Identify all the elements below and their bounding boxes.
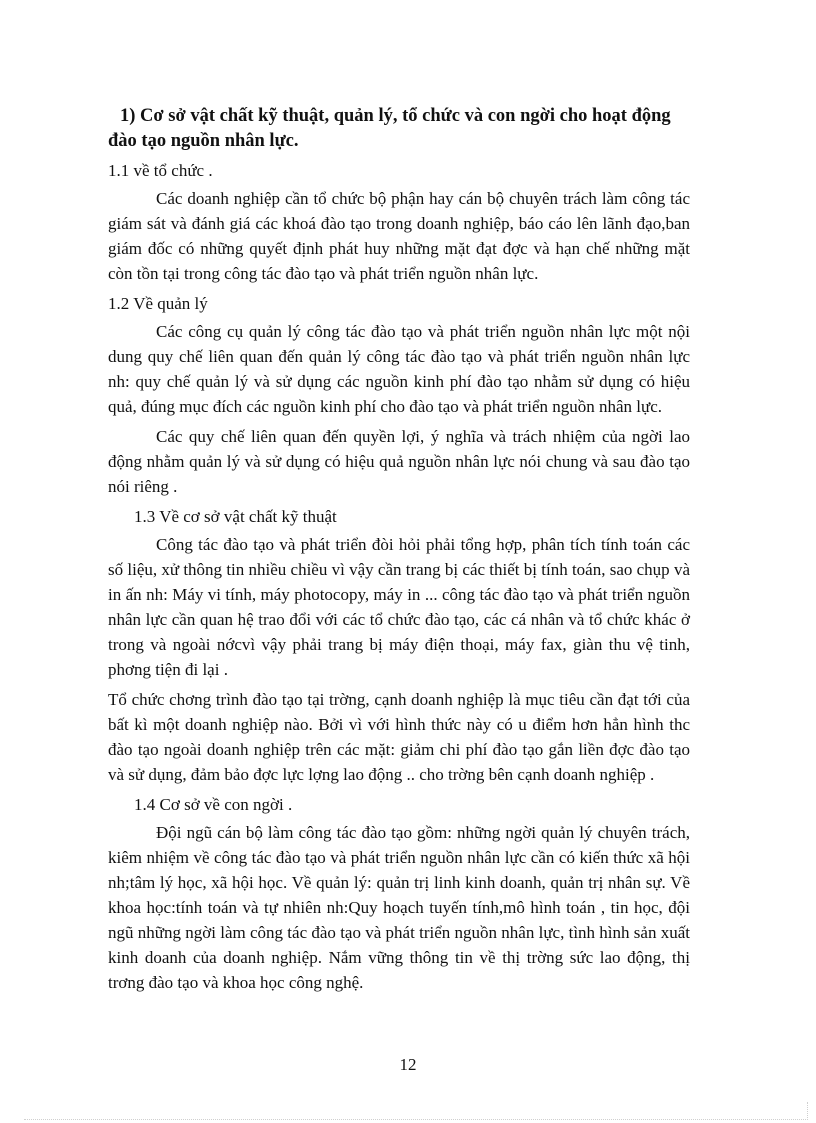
subsection-title-people: 1.4 Cơ sở về con ngời . (134, 795, 293, 814)
page-content (108, 104, 690, 1000)
section-heading: 1) Cơ sở vật chất kỹ thuật, quản lý, tổ chức và con ngời cho hoạt động đào tạo nguồn nhân lực. (108, 106, 671, 151)
subsection-title-management: 1.2 Về quản lý (108, 294, 208, 313)
facilities-paragraph-1: Công tác đào tạo và phát triển đòi hỏi phải tổng hợp, phân tích tính toán các số liệu, xử thông tin nhiều chiều vì vậy cần trang bị các thiết bị tính toán, sao chụp và in ấn nh: Máy vi tính, máy photocopy, máy in ... công tác đào tạo và phát triển nguồn nhân lực cần quan hệ trao đổi với các tổ chức đào tạo, các cá nhân và tổ chức khác ở trong và ngoài nớcvì vậy phải trang bị máy điện thoại, máy fax, giàn thu vệ tinh, phơng tiện đi lại . (108, 535, 690, 679)
people-paragraph: Đội ngũ cán bộ làm công tác đào tạo gồm: những ngời quản lý chuyên trách, kiêm nhiệm về công tác đào tạo và phát triển nguồn nhân lực cần có kiến thức xã hội nh;tâm lý học, xã hội học. Về quản lý: quản trị linh kinh doanh, quản trị nhân sự. Về khoa học:tính toán và tự nhiên nh:Quy hoạch tuyến tính,mô hình toán , tin học, đội ngũ những ngời làm công tác đào tạo và phát triển nguồn nhân lực, tình hình sản xuất kinh doanh của doanh nghiệp. Nắm vững thông tin về thị trờng sức lao động, thị trơng đào tạo và khoa học công nghệ. (108, 823, 690, 992)
page-number: 12 (399, 1055, 417, 1074)
page-corner-mark (807, 1102, 808, 1120)
facilities-paragraph-2: Tổ chức chơng trình đào tạo tại trờng, cạnh doanh nghiệp là mục tiêu cần đạt tới của bất kì một doanh nghiệp nào. Bởi vì với hình thức này có u điểm hơn hẳn hình thc đào tạo ngoài doanh nghiệp trên các mặt: giảm chi phí đào tạo gắn liền đợc đào tạo và sử dụng, đảm bảo đợc lực lợng lao động .. cho trờng bên cạnh doanh nghiệp . (108, 690, 690, 784)
subsection-title-organization: 1.1 về tổ chức . (108, 161, 213, 180)
page-bottom-border (24, 1119, 806, 1120)
subsection-title-facilities: 1.3 Về cơ sở vật chất kỹ thuật (134, 507, 337, 526)
management-paragraph-2: Các quy chế liên quan đến quyền lợi, ý nghĩa và trách nhiệm của ngời lao động nhằm quản lý và sử dụng có hiệu quả nguồn nhân lực nói chung và sau đào tạo nói riêng . (108, 427, 690, 496)
organization-paragraph: Các doanh nghiệp cần tổ chức bộ phận hay cán bộ chuyên trách làm công tác giám sát và đánh giá các khoá đào tạo trong doanh nghiệp, báo cáo lên lãnh đạo,ban giám đốc có những quyết định phát huy những mặt đạt đợc và hạn chế những mặt còn tồn tại trong công tác đào tạo và phát triển nguồn nhân lực. (108, 189, 690, 283)
management-paragraph-1: Các công cụ quản lý công tác đào tạo và phát triển nguồn nhân lực một nội dung quy chế liên quan đến quản lý công tác đào tạo và phát triển nguồn nhân lực nh: quy chế quản lý và sử dụng các nguồn kinh phí đào tạo nhằm sử dụng có hiệu quả, đúng mục đích các nguồn kinh phí cho đào tạo và phát triển nguồn nhân lực. (108, 322, 690, 416)
